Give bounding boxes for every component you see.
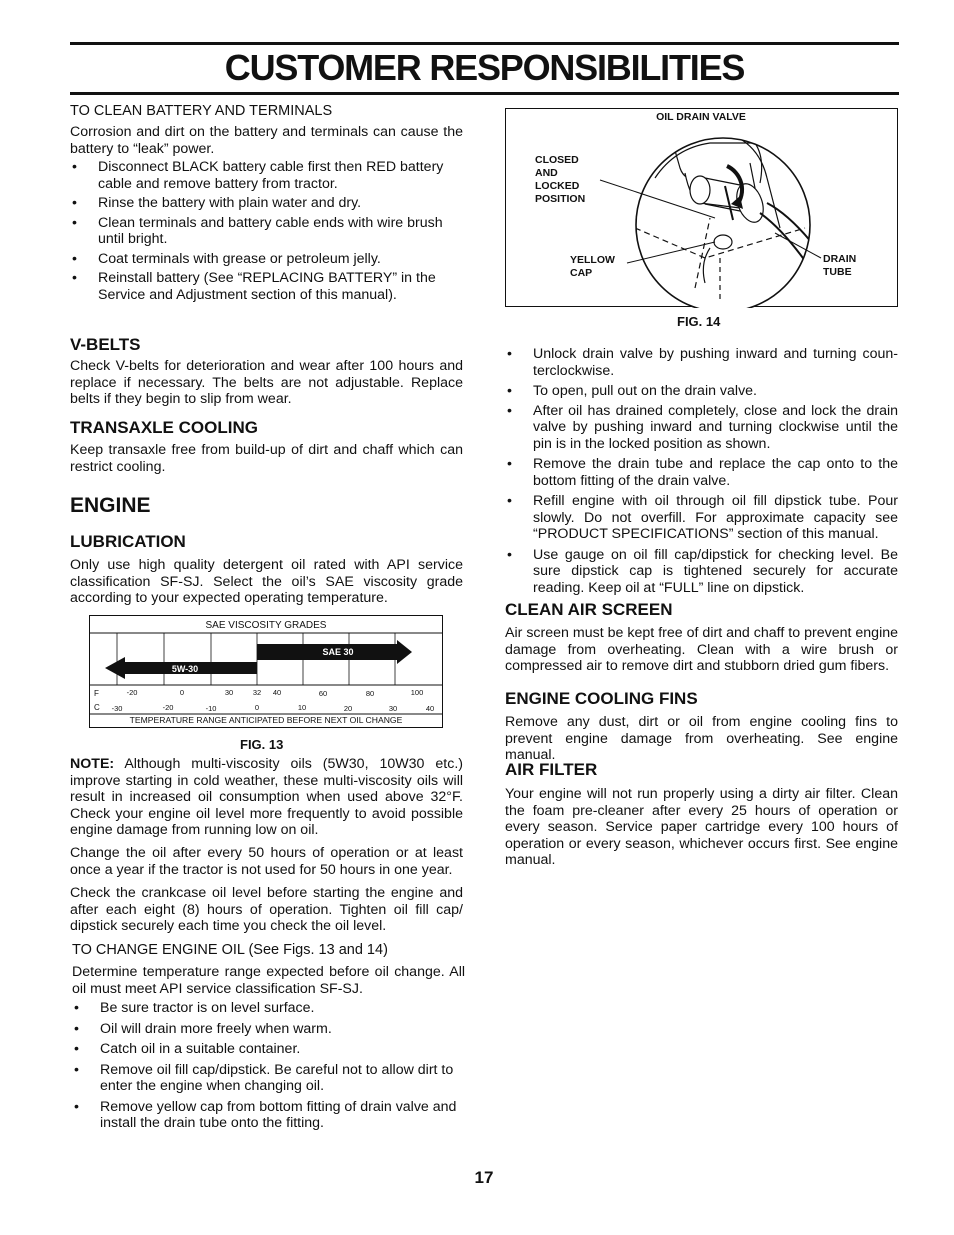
change-interval-text: Change the oil after every 50 hours of operation or at least once a year if the tractor is not used for 50 hours in one year. <box>70 845 463 878</box>
list-item: • Reinstall battery (See “REPLACING BATTERY” in the Service and Adjustment section of this manual). <box>70 270 463 303</box>
air-filter-heading: AIR FILTER <box>505 760 598 779</box>
vbelts-section <box>70 335 463 408</box>
note-section <box>70 756 463 839</box>
change-oil-heading: TO CHANGE ENGINE OIL (See Figs. 13 and 14) <box>72 942 388 958</box>
fig13-c-tick: 10 <box>297 703 307 712</box>
fig14-label-yellow-cap: YELLOW <box>570 254 615 266</box>
fig13-f-tick: 40 <box>272 688 282 697</box>
fig13-c-label: C <box>94 703 100 712</box>
note-label: NOTE: <box>70 756 115 772</box>
fig14-label-closed: AND <box>535 167 558 179</box>
fig14-label-yellow-cap: CAP <box>570 267 593 279</box>
change-oil-intro: Determine temperature range expected before oil change. All oil must meet API service classification SF-SJ. <box>72 964 465 997</box>
fig14-yellow-cap <box>714 235 732 249</box>
fig13-c-tick: -20 <box>162 703 174 712</box>
fig14-oil-drain-valve-diagram <box>505 108 899 308</box>
list-item: • Refill engine with oil through oil fill dipstick tube. Pour slowly. Do not overfill. For approximate capacity see “PRODUCT SPECIFICATIONS” section of this manual. <box>505 493 898 543</box>
fig13-f-tick: 80 <box>365 689 375 698</box>
fig13-f-tick: -20 <box>126 688 138 697</box>
fig13-bottom-label: TEMPERATURE RANGE ANTICIPATED BEFORE NEXT OIL CHANGE <box>129 715 403 725</box>
fig14-label-drain-tube: TUBE <box>823 266 852 278</box>
fig13-f-tick: 30 <box>224 688 234 697</box>
battery-section <box>70 103 463 306</box>
header-rule-bottom <box>70 92 899 95</box>
lubrication-heading: LUBRICATION <box>70 532 186 551</box>
check-level-text: Check the crankcase oil level before starting the engine and after each eight (8) hours of operation. Tighten oil fill cap/ dipstick securely each time you check the oil level. <box>70 885 463 934</box>
air-filter-section <box>505 760 898 869</box>
transaxle-text: Keep transaxle free from build-up of dirt and chaff which can restrict cooling. <box>70 442 463 475</box>
fig14-detail-circle <box>636 138 810 308</box>
fig13-caption: FIG. 13 <box>240 737 284 752</box>
air-screen-text: Air screen must be kept free of dirt and chaff to prevent engine damage from overheating. Clean with a wire brush or compressed air to remove dirt and stubborn dried gum fibers. <box>505 625 898 674</box>
fig13-title: SAE VISCOSITY GRADES <box>205 620 327 631</box>
change-oil-section <box>72 942 465 1135</box>
fig14-label-closed: CLOSED <box>535 154 579 166</box>
fig13-label-5w30: 5W-30 <box>171 664 199 674</box>
cooling-fins-section <box>505 689 898 764</box>
fig13-f-tick: 100 <box>410 688 424 697</box>
change-oil-bullets <box>72 1000 465 1132</box>
list-item: • Coat terminals with grease or petroleum jelly. <box>70 251 463 268</box>
battery-intro: Corrosion and dirt on the battery and terminals can cause the battery to “leak” power. <box>70 124 463 157</box>
drain-steps <box>505 346 898 596</box>
fig14-label-closed: POSITION <box>535 193 586 205</box>
list-item: • Remove yellow cap from bottom fitting of drain valve and install the drain tube onto the fitting. <box>72 1099 465 1132</box>
fig14-label-closed: LOCKED <box>535 180 580 192</box>
cooling-fins-text: Remove any dust, dirt or oil from engine cooling fins to prevent engine damage from overheating. See engine manual. <box>505 714 898 763</box>
fig13-c-tick: -30 <box>111 704 123 713</box>
vbelts-heading: V-BELTS <box>70 335 141 354</box>
page-number: 17 <box>474 1168 494 1187</box>
list-item: • Catch oil in a suitable container. <box>72 1041 465 1058</box>
air-screen-section <box>505 600 898 675</box>
fig13-f-tick: 0 <box>179 688 185 697</box>
list-item: • Remove the drain tube and replace the cap onto to the bottom fitting of the drain valve. <box>505 456 898 489</box>
note-text: Although multi-viscosity oils (5W30, 10W30 etc.) improve starting in cold weather, these multi-viscosity oils will result in increased oil consumption when used above 32°F. Check your engine oil level more frequently to avoid possible engine damage from running low on oil. <box>70 756 463 838</box>
vbelts-text: Check V-belts for deterioration and wear after 100 hours and replace if necessary. The belts are not adjustable. Replace belts if they begin to slip from wear. <box>70 358 463 407</box>
engine-heading: ENGINE <box>70 494 151 517</box>
list-item: • After oil has drained completely, close and lock the drain valve by pushing inward and turning clockwise until the pin is in the locked position as shown. <box>505 403 898 453</box>
air-screen-heading: CLEAN AIR SCREEN <box>505 600 673 619</box>
check-level-section <box>70 885 463 935</box>
change-interval-section <box>70 845 463 878</box>
fig13-f-tick: 32 <box>252 688 262 697</box>
fig13-f-tick: 60 <box>318 689 328 698</box>
fig14-caption: FIG. 14 <box>677 314 721 329</box>
list-item: • Clean terminals and battery cable ends with wire brush until bright. <box>70 215 463 248</box>
fig13-c-tick: -10 <box>205 704 217 713</box>
lubrication-section <box>70 532 463 607</box>
drain-steps-section <box>505 346 898 599</box>
list-item: • To open, pull out on the drain valve. <box>505 383 898 400</box>
air-filter-text: Your engine will not run properly using a dirty air filter. Clean the foam pre-cleaner after every 25 hours of operation or every season. Service paper cartridge every 100 hours of operation or every season, whichever occurs first. See engine manual. <box>505 786 898 868</box>
list-item: • Use gauge on oil fill cap/dipstick for checking level. Be sure dipstick cap is tightened securely for accurate reading. Keep oil at “FULL” line on dipstick. <box>505 547 898 597</box>
page-title: CUSTOMER RESPONSIBILITIES <box>224 47 745 88</box>
transaxle-section <box>70 418 463 475</box>
list-item: • Rinse the battery with plain water and dry. <box>70 195 463 212</box>
list-item: • Oil will drain more freely when warm. <box>72 1021 465 1038</box>
battery-bullets <box>70 159 463 303</box>
fig13-c-tick: 40 <box>425 704 435 713</box>
fig13-c-tick: 30 <box>388 704 398 713</box>
fig14-label-drain-tube: DRAIN <box>823 253 857 265</box>
battery-heading: TO CLEAN BATTERY AND TERMINALS <box>70 103 333 119</box>
list-item: • Be sure tractor is on level surface. <box>72 1000 465 1017</box>
cooling-fins-heading: ENGINE COOLING FINS <box>505 689 698 708</box>
list-item: • Remove oil fill cap/dipstick. Be careful not to allow dirt to enter the engine when changing oil. <box>72 1062 465 1095</box>
list-item: • Disconnect BLACK battery cable first then RED battery cable and remove battery from tractor. <box>70 159 463 192</box>
fig14-title: OIL DRAIN VALVE <box>656 111 746 123</box>
fig13-viscosity-chart <box>89 615 444 729</box>
transaxle-heading: TRANSAXLE COOLING <box>70 418 258 437</box>
list-item: • Unlock drain valve by pushing inward and turning coun-terclockwise. <box>505 346 898 379</box>
lubrication-text: Only use high quality detergent oil rated with API service classification SF-SJ. Select the oil’s SAE viscosity grade according to your expected operating temperature. <box>70 557 463 606</box>
fig13-c-tick: 20 <box>343 704 353 713</box>
note-paragraph <box>70 756 463 839</box>
fig14-valve-port <box>690 176 710 204</box>
fig13-f-label: F <box>94 689 99 698</box>
fig13-label-sae30: SAE 30 <box>322 647 354 657</box>
engine-section-heading <box>70 494 463 518</box>
fig13-c-tick: 0 <box>254 703 260 712</box>
